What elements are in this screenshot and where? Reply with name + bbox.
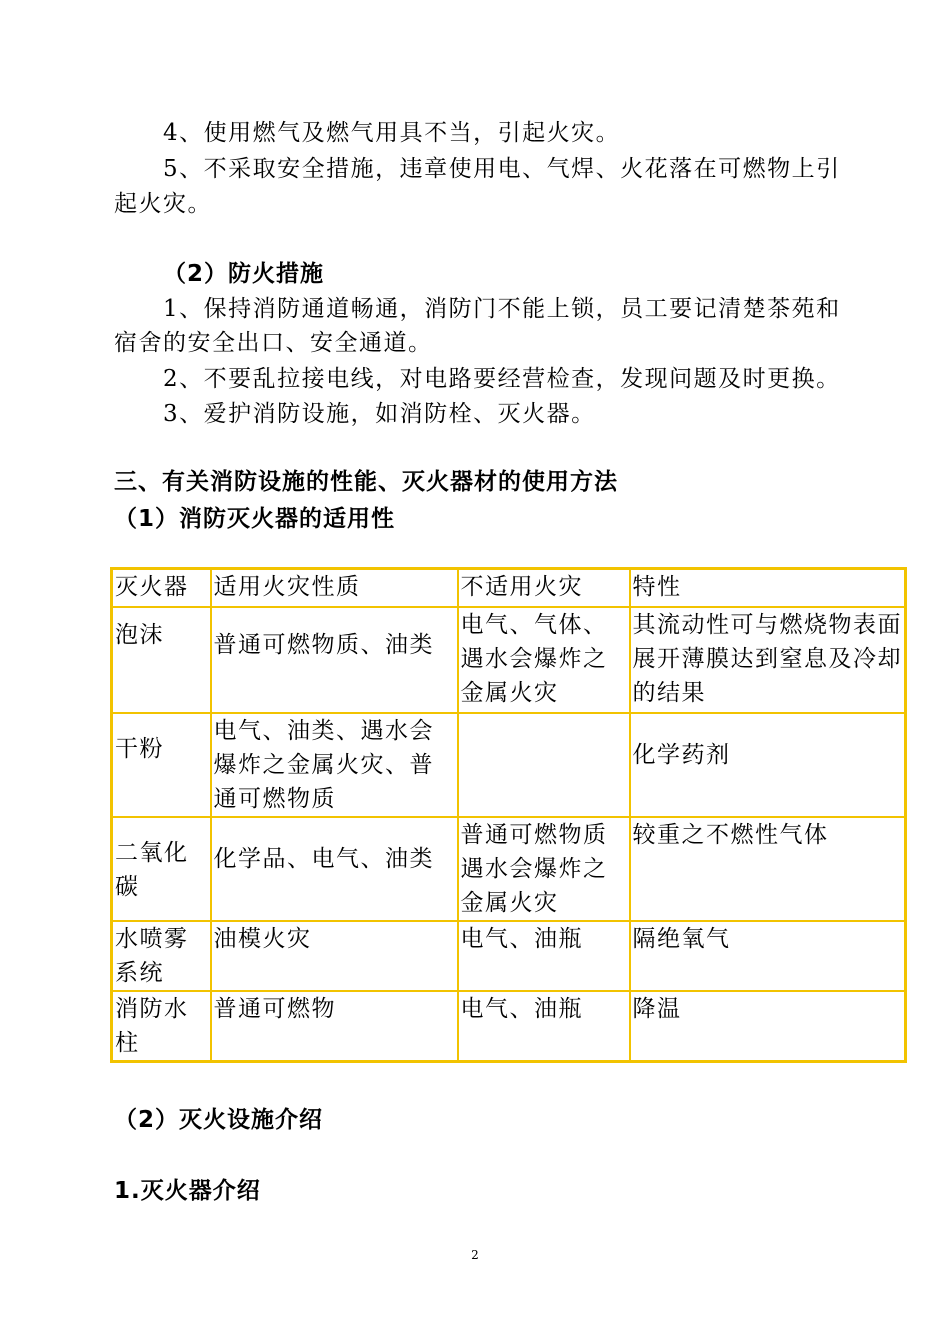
page-number: 2	[471, 1248, 479, 1262]
table-header-row	[112, 569, 906, 607]
table-cell: 电气、气体、遇水会爆炸之金属火灾	[458, 607, 630, 713]
subsection-title-1: （1）消防灭火器的适用性	[114, 506, 396, 532]
table-cell: 二氧化碳	[112, 817, 211, 921]
paragraph-measure-1-line1: 1、保持消防通道畅通，消防门不能上锁，员工要记清楚茶苑和	[163, 296, 841, 322]
paragraph-measure-3: 3、爱护消防设施，如消防栓、灭火器。	[163, 401, 596, 427]
table-cell: 其流动性可与燃烧物表面展开薄膜达到窒息及冷却的结果	[630, 607, 906, 713]
subsection-title-3: 1.灭火器介绍	[114, 1178, 261, 1204]
table-cell: 普通可燃物	[211, 991, 458, 1062]
table-row	[112, 713, 906, 817]
table-header-cell: 特性	[630, 569, 906, 607]
table-cell: 电气、油瓶	[458, 921, 630, 991]
table-cell: 化学品、电气、油类	[211, 817, 458, 921]
table-header-cell: 适用火灾性质	[211, 569, 458, 607]
table-cell: 普通可燃物质遇水会爆炸之金属火灾	[458, 817, 630, 921]
table-cell: 化学药剂	[630, 713, 906, 817]
heading-fire-prevention: （2）防火措施	[163, 261, 325, 287]
table-cell: 电气、油瓶	[458, 991, 630, 1062]
table-cell: 油模火灾	[211, 921, 458, 991]
paragraph-measure-2: 2、不要乱拉接电线，对电路要经营检查，发现问题及时更换。	[163, 366, 841, 392]
table-cell: 干粉	[112, 713, 211, 817]
table-cell: 电气、油类、遇水会爆炸之金属火灾、普通可燃物质	[211, 713, 458, 817]
table-row	[112, 607, 906, 713]
paragraph-cause-5-line1: 5、不采取安全措施，违章使用电、气焊、火花落在可燃物上引	[163, 156, 841, 182]
extinguisher-table	[110, 567, 907, 1063]
table-cell: 水喷雾系统	[112, 921, 211, 991]
table-cell: 较重之不燃性气体	[630, 817, 906, 921]
table-cell	[458, 713, 630, 817]
paragraph-cause-5-line2: 起火灾。	[114, 191, 212, 217]
table-row	[112, 991, 906, 1062]
subsection-title-2: （2）灭火设施介绍	[114, 1107, 324, 1133]
table-cell: 消防水柱	[112, 991, 211, 1062]
table-row	[112, 817, 906, 921]
table-row	[112, 921, 906, 991]
table-header-cell: 不适用火灾	[458, 569, 630, 607]
table-cell: 降温	[630, 991, 906, 1062]
table-cell: 普通可燃物质、油类	[211, 607, 458, 713]
table-header-cell: 灭火器	[112, 569, 211, 607]
paragraph-measure-1-line2: 宿舍的安全出口、安全通道。	[114, 330, 433, 356]
section-title: 三、有关消防设施的性能、灭火器材的使用方法	[114, 469, 618, 495]
table-cell: 隔绝氧气	[630, 921, 906, 991]
paragraph-cause-4: 4、使用燃气及燃气用具不当，引起火灾。	[163, 120, 621, 146]
table-cell: 泡沫	[112, 607, 211, 713]
